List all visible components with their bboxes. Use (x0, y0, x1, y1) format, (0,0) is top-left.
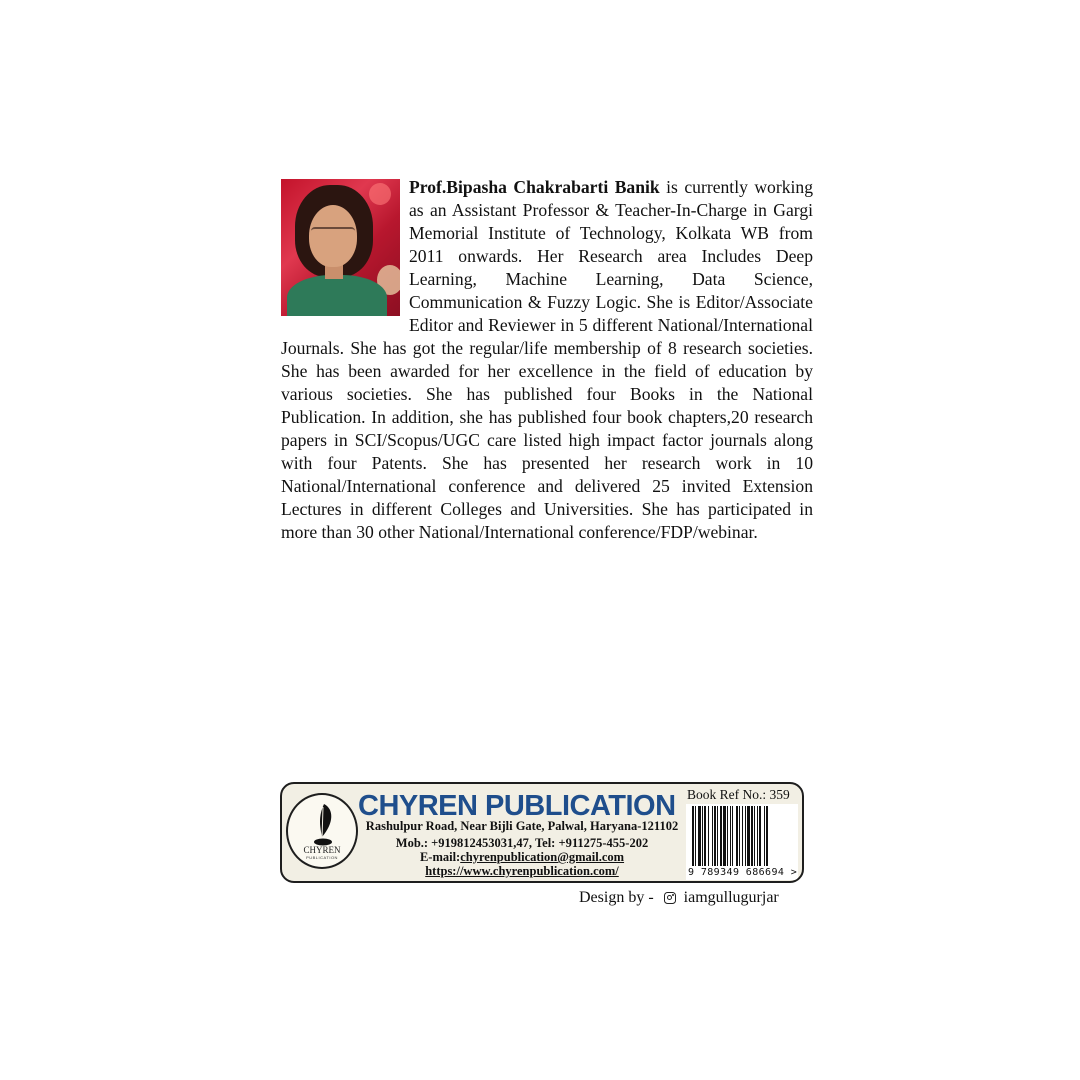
publisher-name: CHYREN PUBLICATION (358, 790, 676, 822)
author-name: Prof.Bipasha Chakrabarti Banik (409, 177, 660, 197)
author-photo (281, 179, 400, 316)
isbn-digits: 9 789349 686694 > (688, 867, 798, 878)
publisher-logo (286, 793, 358, 869)
publisher-address: Rashulpur Road, Near Bijli Gate, Palwal, Haryana-121102 (365, 819, 679, 833)
design-credit-label: Design by - (579, 889, 654, 906)
website-link[interactable]: https://www.chyrenpublication.com/ (425, 864, 619, 878)
email-link[interactable]: chyrenpublication@gmail.com (460, 850, 625, 864)
designer-handle[interactable]: iamgullugurjar (683, 889, 779, 906)
book-ref-number: Book Ref No.: 359 (687, 787, 790, 802)
barcode-bars (690, 806, 794, 866)
logo-text: CHYREN (303, 845, 341, 855)
bio-body: is currently working as an Assistant Professor & Teacher-In-Charge in Gargi Memorial Institute of Technology, Kolkata WB from 2011 onwards. Her Research area Includes Deep Learning, Machine Learning, Data Science, Communication & Fuzzy Logic. She is Editor/Associate Editor and Reviewer in 5 different National/International Journals. She has got the regular/life membership of 8 research societies. She has been awarded for her excellence in the field of education by various societies. She has published four Books in the National Publication. In addition, she has published four book chapters,20 research papers in SCI/Scopus/UGC care listed high impact factor journals along with four Patents. She has presented her research work in 10 National/International conference and delivered 25 invited Extension Lectures in different Colleges and Universities. She has participated in more than 30 other National/International conference/FDP/webinar. (281, 177, 813, 542)
publisher-email-line (360, 850, 684, 865)
instagram-icon (664, 892, 676, 904)
isbn-barcode (686, 804, 798, 880)
design-credit (579, 887, 799, 909)
publisher-phone: Mob.: +919812453031,47, Tel: +911275-455-202 (395, 836, 649, 850)
email-label: E-mail: (419, 850, 461, 864)
quill-ink-icon (304, 803, 342, 847)
publisher-box (280, 782, 804, 883)
author-bio (281, 176, 813, 544)
logo-subtext: PUBLICATION (306, 855, 338, 860)
